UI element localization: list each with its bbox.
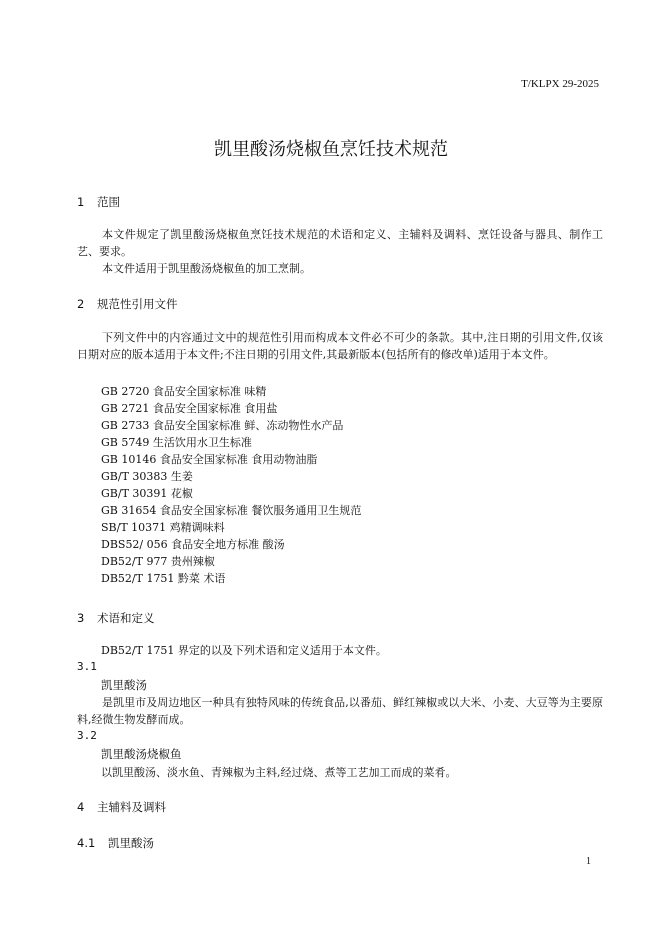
- reference-item: GB 10146 食品安全国家标准 食用动物油脂: [101, 453, 318, 466]
- section-title: 主辅料及调料: [97, 800, 166, 814]
- section-title: 范围: [97, 195, 120, 209]
- subsection-title: 凯里酸汤: [108, 836, 154, 850]
- reference-item: GB 2733 食品安全国家标准 鲜、冻动物性水产品: [101, 419, 344, 432]
- term-number: 3.2: [77, 729, 97, 742]
- section-number: 2: [77, 297, 85, 311]
- document-title: 凯里酸汤烧椒鱼烹饪技术规范: [214, 139, 448, 160]
- subsection-number: 4.1: [77, 836, 96, 850]
- reference-item: DBS52/ 056 食品安全地方标准 酸汤: [101, 538, 285, 551]
- scope-paragraph-1: 本文件规定了凯里酸汤烧椒鱼烹饪技术规范的术语和定义、主辅料及调料、烹饪设备与器具、制作工艺、要求。: [77, 228, 603, 258]
- scope-paragraph-2: 本文件适用于凯里酸汤烧椒鱼的加工烹制。: [102, 262, 311, 275]
- reference-item: GB 5749 生活饮用水卫生标准: [101, 436, 252, 449]
- reference-item: SB/T 10371 鸡精调味料: [101, 521, 225, 534]
- standard-number: T/KLPX 29-2025: [521, 78, 599, 90]
- term-name: 凯里酸汤: [101, 678, 147, 692]
- reference-item: GB/T 30391 花椒: [101, 487, 193, 500]
- page-number: 1: [586, 856, 591, 867]
- term-name: 凯里酸汤烧椒鱼: [101, 747, 182, 761]
- term-definition: 以凯里酸汤、淡水鱼、青辣椒为主料,经过烧、煮等工艺加工而成的菜肴。: [101, 766, 457, 779]
- section-number: 1: [77, 195, 85, 209]
- term-definition: 是凯里市及周边地区一种具有独特风味的传统食品,以番茄、鲜红辣椒或以大米、小麦、大豆等为主要原料,经微生物发酵而成。: [77, 696, 603, 726]
- section-heading-refs: [77, 296, 178, 312]
- section-number: 4: [77, 800, 85, 814]
- terms-intro: DB52/T 1751 界定的以及下列术语和定义适用于本文件。: [101, 644, 387, 657]
- reference-item: GB/T 30383 生姜: [101, 470, 193, 483]
- section-heading-terms: [77, 610, 155, 626]
- refs-intro-paragraph: 下列文件中的内容通过文中的规范性引用而构成本文件必不可少的条款。其中,注日期的引用文件,仅该日期对应的版本适用于本文件;不注日期的引用文件,其最新版本(包括所有的修改单)适用于本文件。: [77, 331, 603, 361]
- section-heading-scope: [77, 194, 120, 210]
- section-heading-materials: [77, 799, 166, 815]
- section-title: 术语和定义: [97, 611, 155, 625]
- reference-item: GB 2720 食品安全国家标准 味精: [101, 385, 267, 398]
- reference-item: DB52/T 1751 黔菜 术语: [101, 572, 226, 585]
- reference-item: GB 31654 食品安全国家标准 餐饮服务通用卫生规范: [101, 504, 362, 517]
- term-number: 3.1: [77, 660, 97, 673]
- section-title: 规范性引用文件: [97, 297, 178, 311]
- subsection-heading: [77, 835, 154, 851]
- reference-item: DB52/T 977 贵州辣椒: [101, 555, 215, 568]
- section-number: 3: [77, 611, 85, 625]
- reference-item: GB 2721 食品安全国家标准 食用盐: [101, 402, 278, 415]
